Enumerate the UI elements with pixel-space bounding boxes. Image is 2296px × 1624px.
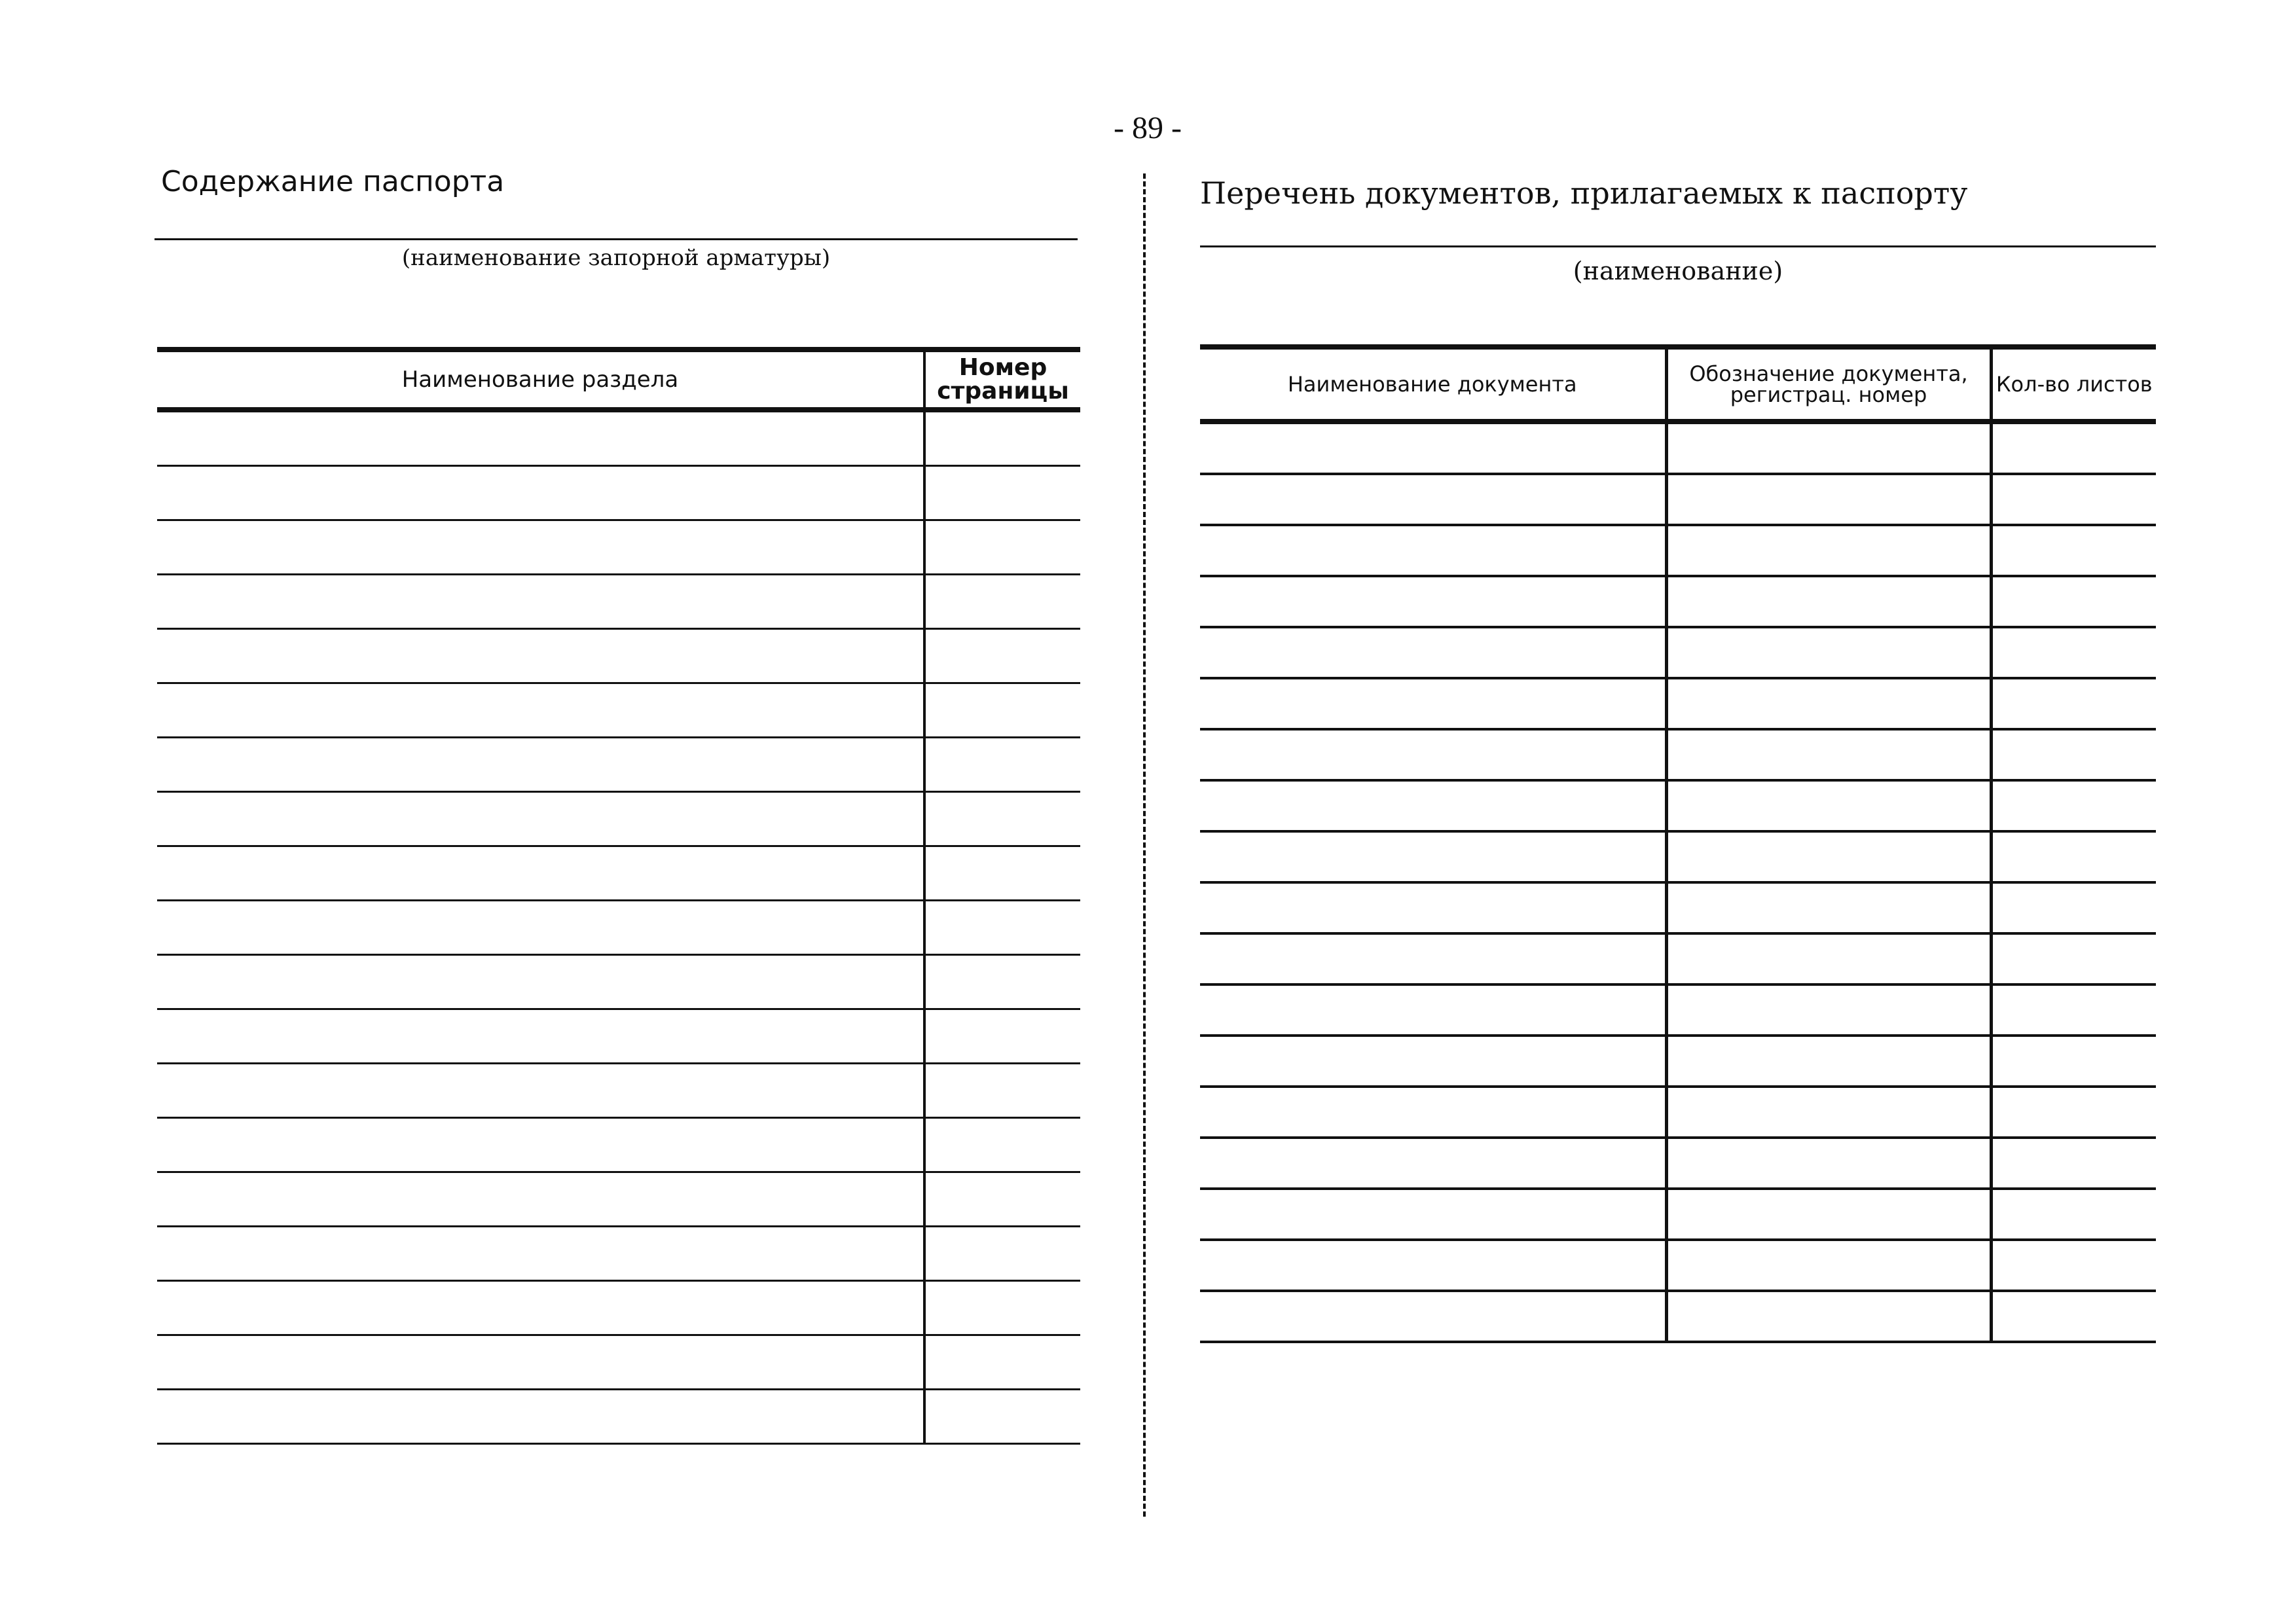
table-row — [157, 955, 1080, 1009]
document-designation-cell[interactable] — [1666, 1240, 1991, 1291]
table-row — [1200, 525, 2156, 576]
header-sheet-count: Кол-во листов — [1991, 347, 2156, 422]
table-row — [157, 466, 1080, 520]
header-page-number: Номер страницы — [924, 350, 1080, 410]
table-row — [157, 1390, 1080, 1444]
table-row — [1200, 1189, 2156, 1240]
page-number-cell[interactable] — [924, 955, 1080, 1009]
page-number-cell[interactable] — [924, 466, 1080, 520]
section-name-cell[interactable] — [157, 1118, 924, 1172]
document-designation-cell[interactable] — [1666, 422, 1991, 474]
document-designation-cell[interactable] — [1666, 474, 1991, 525]
table-row — [1200, 1087, 2156, 1138]
page-number-cell[interactable] — [924, 520, 1080, 575]
table-row — [157, 1227, 1080, 1281]
sheet-count-cell[interactable] — [1991, 1291, 2156, 1342]
page-number-cell[interactable] — [924, 410, 1080, 466]
table-row — [157, 1281, 1080, 1335]
table-row — [157, 410, 1080, 466]
table-row — [1200, 882, 2156, 933]
document-designation-cell[interactable] — [1666, 678, 1991, 729]
document-designation-cell[interactable] — [1666, 1036, 1991, 1087]
document-name-cell[interactable] — [1200, 780, 1666, 831]
document-designation-cell[interactable] — [1666, 1087, 1991, 1138]
sheet-count-cell[interactable] — [1991, 882, 2156, 933]
table-row — [157, 738, 1080, 792]
valve-name-fill-line — [155, 238, 1078, 240]
sheet-count-cell[interactable] — [1991, 933, 2156, 984]
section-name-cell[interactable] — [157, 466, 924, 520]
sheet-count-cell[interactable] — [1991, 831, 2156, 882]
page-number-cell[interactable] — [924, 683, 1080, 738]
document-name-cell[interactable] — [1200, 882, 1666, 933]
section-name-cell[interactable] — [157, 683, 924, 738]
table-row — [1200, 422, 2156, 474]
sheet-count-cell[interactable] — [1991, 678, 2156, 729]
sheet-count-cell[interactable] — [1991, 1036, 2156, 1087]
table-header-row — [1200, 347, 2156, 422]
document-name-cell[interactable] — [1200, 474, 1666, 525]
document-designation-cell[interactable] — [1666, 984, 1991, 1036]
page-number-cell[interactable] — [924, 1118, 1080, 1172]
right-section-title: Перечень документов, прилагаемых к паспорту — [1200, 175, 1968, 211]
document-name-cell[interactable] — [1200, 831, 1666, 882]
document-name-cell[interactable] — [1200, 576, 1666, 627]
section-name-cell[interactable] — [157, 520, 924, 575]
document-name-cell[interactable] — [1200, 1189, 1666, 1240]
table-header-row — [157, 350, 1080, 410]
section-name-cell[interactable] — [157, 1390, 924, 1444]
document-name-caption: (наименование) — [1573, 257, 1783, 285]
document-name-cell[interactable] — [1200, 729, 1666, 780]
document-designation-cell[interactable] — [1666, 627, 1991, 678]
table-row — [1200, 1036, 2156, 1087]
table-row — [157, 683, 1080, 738]
document-designation-cell[interactable] — [1666, 780, 1991, 831]
page-number-cell[interactable] — [924, 1390, 1080, 1444]
table-row — [1200, 831, 2156, 882]
document-designation-cell[interactable] — [1666, 729, 1991, 780]
document-name-cell[interactable] — [1200, 984, 1666, 1036]
table-row — [157, 1118, 1080, 1172]
table-row — [157, 629, 1080, 683]
page-number-cell[interactable] — [924, 1172, 1080, 1227]
left-section-title: Содержание паспорта — [161, 165, 505, 198]
document-designation-cell[interactable] — [1666, 576, 1991, 627]
table-row — [1200, 1291, 2156, 1342]
section-name-cell[interactable] — [157, 792, 924, 846]
section-name-cell[interactable] — [157, 955, 924, 1009]
header-document-designation: Обозначение документа, регистрац. номер — [1666, 347, 1991, 422]
passport-contents-table — [157, 347, 1080, 1445]
section-name-cell[interactable] — [157, 1281, 924, 1335]
page-number-cell[interactable] — [924, 1281, 1080, 1335]
document-name-cell[interactable] — [1200, 422, 1666, 474]
document-designation-cell[interactable] — [1666, 882, 1991, 933]
document-name-cell[interactable] — [1200, 1036, 1666, 1087]
page-number: - 89 - — [1114, 111, 1182, 145]
document-designation-cell[interactable] — [1666, 1138, 1991, 1189]
table-row — [157, 1009, 1080, 1064]
table-row — [1200, 984, 2156, 1036]
document-designation-cell[interactable] — [1666, 525, 1991, 576]
document-name-cell[interactable] — [1200, 1087, 1666, 1138]
document-name-cell[interactable] — [1200, 1138, 1666, 1189]
page-number-cell[interactable] — [924, 1064, 1080, 1118]
sheet-count-cell[interactable] — [1991, 984, 2156, 1036]
section-name-cell[interactable] — [157, 1227, 924, 1281]
page-number-cell[interactable] — [924, 846, 1080, 901]
section-name-cell[interactable] — [157, 1064, 924, 1118]
sheet-count-cell[interactable] — [1991, 627, 2156, 678]
sheet-count-cell[interactable] — [1991, 1240, 2156, 1291]
section-name-cell[interactable] — [157, 901, 924, 955]
section-name-cell[interactable] — [157, 738, 924, 792]
document-name-cell[interactable] — [1200, 627, 1666, 678]
table-row — [157, 846, 1080, 901]
table-row — [1200, 933, 2156, 984]
sheet-count-cell[interactable] — [1991, 1138, 2156, 1189]
attached-documents-table — [1200, 344, 2156, 1343]
document-name-cell[interactable] — [1200, 1240, 1666, 1291]
table-row — [1200, 1138, 2156, 1189]
section-name-cell[interactable] — [157, 1009, 924, 1064]
sheet-count-cell[interactable] — [1991, 729, 2156, 780]
sheet-count-cell[interactable] — [1991, 422, 2156, 474]
sheet-count-cell[interactable] — [1991, 780, 2156, 831]
page-number-cell[interactable] — [924, 1009, 1080, 1064]
attached-documents-body — [1200, 422, 2156, 1342]
section-name-cell[interactable] — [157, 1335, 924, 1390]
document-name-cell[interactable] — [1200, 525, 1666, 576]
table-row — [1200, 780, 2156, 831]
document-designation-cell[interactable] — [1666, 1189, 1991, 1240]
table-row — [157, 1335, 1080, 1390]
document-name-cell[interactable] — [1200, 933, 1666, 984]
sheet-count-cell[interactable] — [1991, 1087, 2156, 1138]
page-number-cell[interactable] — [924, 901, 1080, 955]
table-row — [157, 901, 1080, 955]
sheet-count-cell[interactable] — [1991, 474, 2156, 525]
table-row — [1200, 1240, 2156, 1291]
passport-contents-body — [157, 410, 1080, 1444]
header-section-name: Наименование раздела — [157, 350, 924, 410]
document-name-cell[interactable] — [1200, 678, 1666, 729]
header-document-name: Наименование документа — [1200, 347, 1666, 422]
table-row — [1200, 627, 2156, 678]
page-number-cell[interactable] — [924, 629, 1080, 683]
section-name-cell[interactable] — [157, 410, 924, 466]
table-row — [1200, 474, 2156, 525]
valve-name-caption: (наименование запорной арматуры) — [401, 245, 831, 271]
page-number-cell[interactable] — [924, 1335, 1080, 1390]
sheet-count-cell[interactable] — [1991, 576, 2156, 627]
page-number-cell[interactable] — [924, 1227, 1080, 1281]
section-name-cell[interactable] — [157, 575, 924, 629]
table-row — [157, 1172, 1080, 1227]
sheet-count-cell[interactable] — [1991, 1189, 2156, 1240]
table-row — [157, 1064, 1080, 1118]
page-fold-divider — [1143, 173, 1146, 1517]
table-row — [1200, 729, 2156, 780]
page-number-cell[interactable] — [924, 575, 1080, 629]
page-number-cell[interactable] — [924, 738, 1080, 792]
page-number-cell[interactable] — [924, 792, 1080, 846]
document-designation-cell[interactable] — [1666, 933, 1991, 984]
document-designation-cell[interactable] — [1666, 1291, 1991, 1342]
table-row — [157, 575, 1080, 629]
table-row — [157, 520, 1080, 575]
sheet-count-cell[interactable] — [1991, 525, 2156, 576]
table-row — [1200, 678, 2156, 729]
section-name-cell[interactable] — [157, 1172, 924, 1227]
document-name-cell[interactable] — [1200, 1291, 1666, 1342]
document-designation-cell[interactable] — [1666, 831, 1991, 882]
document-name-fill-line — [1200, 245, 2156, 247]
section-name-cell[interactable] — [157, 846, 924, 901]
section-name-cell[interactable] — [157, 629, 924, 683]
table-row — [157, 792, 1080, 846]
table-row — [1200, 576, 2156, 627]
